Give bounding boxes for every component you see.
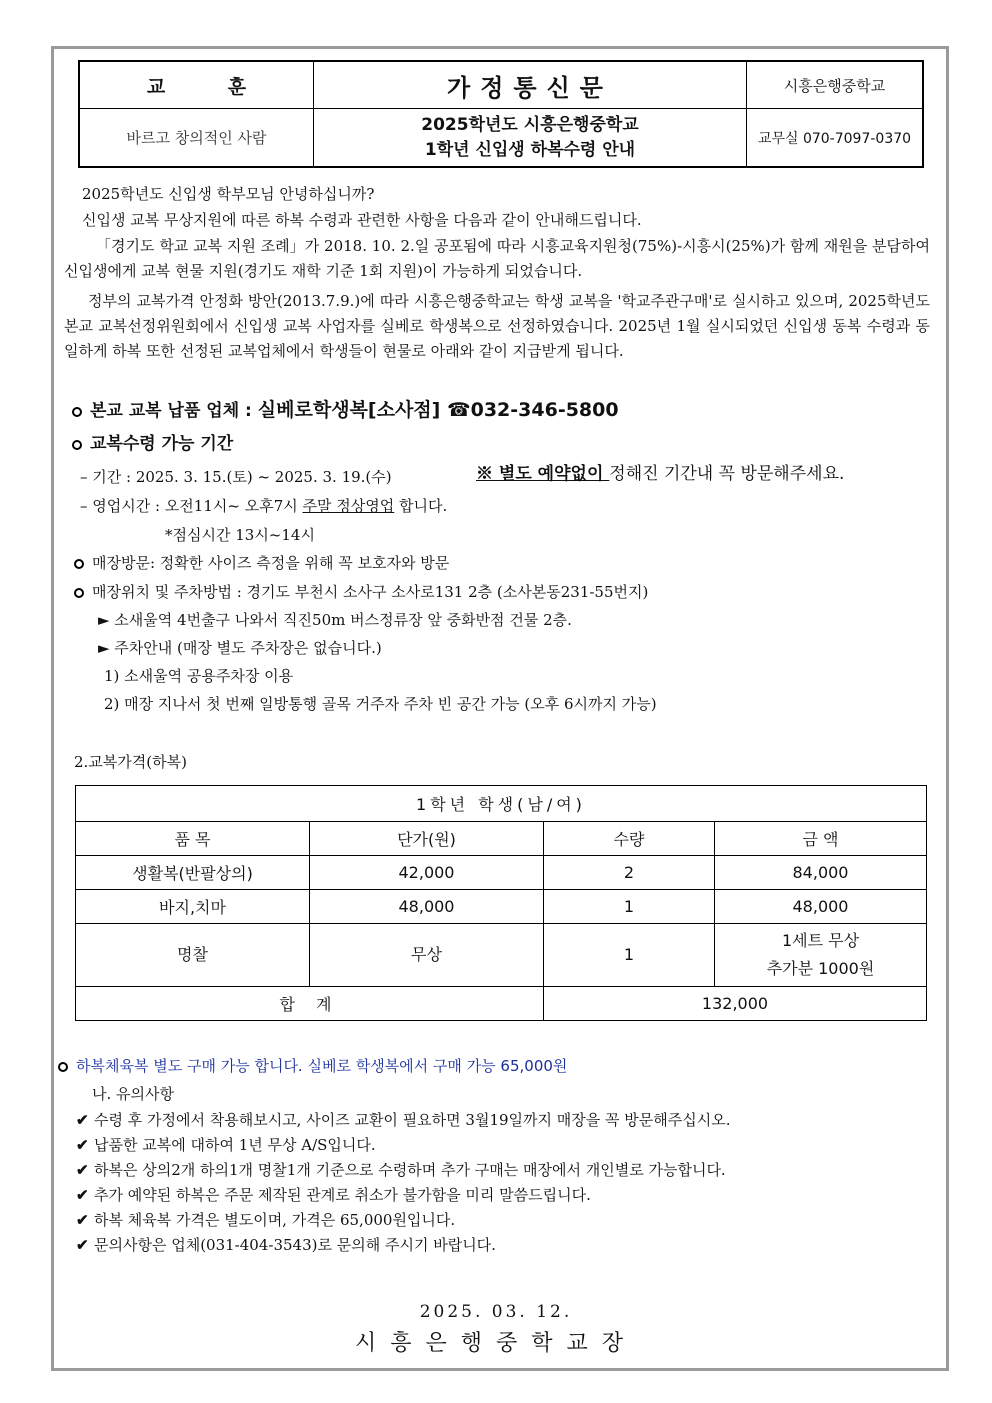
- list-item: [76, 1185, 591, 1205]
- cell-amount: 84,000: [715, 856, 927, 890]
- price-table-caption: 1학년 학생(남/여): [76, 786, 927, 822]
- header-table: [78, 60, 924, 168]
- circle-bullet-icon: [72, 407, 82, 417]
- issue-date: 2025. 03. 12.: [419, 1302, 573, 1322]
- gym-uniform-note: [58, 1056, 567, 1076]
- table-row: [76, 890, 927, 924]
- note-text: 문의사항은 업체(031-404-3543)로 문의해 주시기 바랍니다.: [94, 1236, 496, 1254]
- col-header-amount: 금 액: [715, 822, 927, 856]
- location-line: [74, 582, 648, 602]
- check-icon: ✔: [76, 1236, 89, 1254]
- subtitle-line1: 2025학년도 시흥은행중학교: [421, 114, 639, 135]
- cell-unit-price: 42,000: [310, 856, 544, 890]
- price-table: [75, 785, 927, 1021]
- notes-heading: 나. 유의사항: [92, 1085, 174, 1103]
- period-note-emphasis: ※ 별도 예약없이: [476, 464, 610, 484]
- cell-quantity: 1: [544, 890, 715, 924]
- cell-unit-price: 48,000: [310, 890, 544, 924]
- circle-bullet-icon: [74, 559, 84, 569]
- note-text: 하복 체육복 가격은 별도이며, 가격은 65,000원입니다.: [94, 1211, 456, 1229]
- gym-uniform-text: 하복체육복 별도 구매 가능 합니다. 실베로 학생복에서 구매 가능 65,000원: [76, 1057, 568, 1075]
- hours-text: – 영업시간 : 오전11시~ 오후7시: [80, 497, 303, 515]
- intro-paragraph: 신입생 교복 무상지원에 따른 하복 수령과 관련한 사항을 다음과 같이 안내해드립니다.: [82, 211, 642, 229]
- parking-heading: ► 주차안내 (매장 별도 주차장은 없습니다.): [98, 639, 382, 657]
- check-icon: ✔: [76, 1111, 89, 1129]
- period-note-rest: 정해진 기간내 꼭 방문해주세요.: [609, 464, 845, 484]
- table-row: [76, 856, 927, 890]
- principal-signature: 시흥은행중학교장: [354, 1331, 638, 1356]
- cell-item: 명찰: [76, 924, 310, 987]
- subtitle-line2: 1학년 신입생 하복수령 안내: [424, 139, 636, 160]
- document-title: 가정통신문: [314, 61, 747, 109]
- motto-heading: 교 훈: [79, 61, 314, 109]
- vendor-name: 실베로학생복[소사점] ☎032-346-5800: [257, 399, 619, 421]
- school-motto: 바르고 창의적인 사람: [79, 109, 314, 168]
- cell-amount: [715, 924, 927, 987]
- hours-line: [80, 496, 447, 516]
- total-value: 132,000: [544, 987, 927, 1021]
- location-text: 매장위치 및 주차방법 : 경기도 부천시 소사구 소사로131 2층 (소사본동231-55번지): [92, 583, 649, 601]
- note-text: 추가 예약된 하복은 주문 제작된 관계로 취소가 불가함을 미리 말씀드립니다.: [94, 1186, 591, 1204]
- ordinance-paragraph: 「경기도 학교 교복 지원 조례」가 2018. 10. 2.일 공포됨에 따라 시흥교육지원청(75%)-시흥시(25%)가 함께 재원을 분담하여 신입생에게 교복 현물 지원(경기도 재학 기준 1회 지원)이 가능하게 되었습니다.: [64, 237, 930, 280]
- vendor-label: 본교 교복 납품 업체 :: [90, 401, 258, 421]
- parking-option-2: 2) 매장 지나서 첫 번째 일방통행 골목 거주자 주차 빈 공간 가능 (오후 6시까지 가능): [104, 695, 657, 713]
- check-icon: ✔: [76, 1211, 89, 1229]
- cell-item: 생활복(반팔상의): [76, 856, 310, 890]
- vendor-line: [72, 398, 619, 423]
- total-label: 합 계: [76, 987, 544, 1021]
- circle-bullet-icon: [58, 1062, 68, 1072]
- circle-bullet-icon: [74, 588, 84, 598]
- note-text: 하복은 상의2개 하의1개 명찰1개 기준으로 수령하며 추가 구매는 매장에서 개인별로 가능합니다.: [94, 1161, 726, 1179]
- cell-quantity: 1: [544, 924, 715, 987]
- list-item: [76, 1110, 730, 1130]
- list-item: [76, 1135, 376, 1155]
- hours-suffix: 합니다.: [394, 497, 448, 515]
- note-text: 수령 후 가정에서 착용해보시고, 사이즈 교환이 필요하면 3월19일까지 매장을 꼭 방문해주십시오.: [94, 1111, 731, 1129]
- lunch-time: *점심시간 13시~14시: [165, 526, 315, 544]
- nametag-amount-line2: 추가분 1000원: [766, 959, 875, 978]
- list-item: [76, 1160, 726, 1180]
- cell-item: 바지,치마: [76, 890, 310, 924]
- note-text: 납품한 교복에 대하여 1년 무상 A/S입니다.: [94, 1136, 376, 1154]
- weekend-open: 주말 정상영업: [302, 497, 395, 515]
- visit-line: [74, 553, 449, 573]
- col-header-item: 품 목: [76, 822, 310, 856]
- location-detail: ► 소새울역 4번출구 나와서 직진50m 버스정류장 앞 중화반점 건물 2층.: [98, 611, 572, 629]
- period-note: [476, 464, 844, 484]
- list-item: [76, 1210, 455, 1230]
- col-header-unit-price: 단가(원): [310, 822, 544, 856]
- period-line: – 기간 : 2025. 3. 15.(토) ~ 2025. 3. 19.(수): [80, 468, 392, 486]
- policy-paragraph: 정부의 교복가격 안정화 방안(2013.7.9.)에 따라 시흥은행중학교는 학생 교복을 '학교주관구매'로 실시하고 있으며, 2025학년도 본교 교복선정위원회에서 신입생 교복 사업자를 실베로 학생복으로 선정하였습니다. 2025년 1월 실시되었던 신입생 동복 수령과 동일하게 하복 또한 선정된 교복업체에서 학생들이 현물로 아래와 같이 지급받게 됩니다.: [64, 292, 930, 360]
- cell-unit-price: 무상: [310, 924, 544, 987]
- school-name: 시흥은행중학교: [747, 61, 924, 109]
- check-icon: ✔: [76, 1136, 89, 1154]
- table-row: [76, 924, 927, 987]
- check-icon: ✔: [76, 1161, 89, 1179]
- period-heading: 교복수령 가능 기간: [90, 434, 234, 454]
- office-phone: 교무실 070-7097-0370: [747, 109, 924, 168]
- total-row: [76, 987, 927, 1021]
- cell-quantity: 2: [544, 856, 715, 890]
- document-subtitle: [314, 109, 747, 168]
- nametag-amount-line1: 1세트 무상: [781, 931, 860, 950]
- parking-option-1: 1) 소새울역 공용주차장 이용: [104, 667, 294, 685]
- list-item: [76, 1235, 496, 1255]
- greeting: 2025학년도 신입생 학부모님 안녕하십니까?: [82, 185, 375, 203]
- period-heading-line: [72, 432, 233, 456]
- col-header-quantity: 수량: [544, 822, 715, 856]
- visit-text: 매장방문: 정확한 사이즈 측정을 위해 꼭 보호자와 방문: [92, 554, 450, 572]
- check-icon: ✔: [76, 1186, 89, 1204]
- cell-amount: 48,000: [715, 890, 927, 924]
- circle-bullet-icon: [72, 440, 82, 450]
- price-heading: 2.교복가격(하복): [74, 753, 187, 771]
